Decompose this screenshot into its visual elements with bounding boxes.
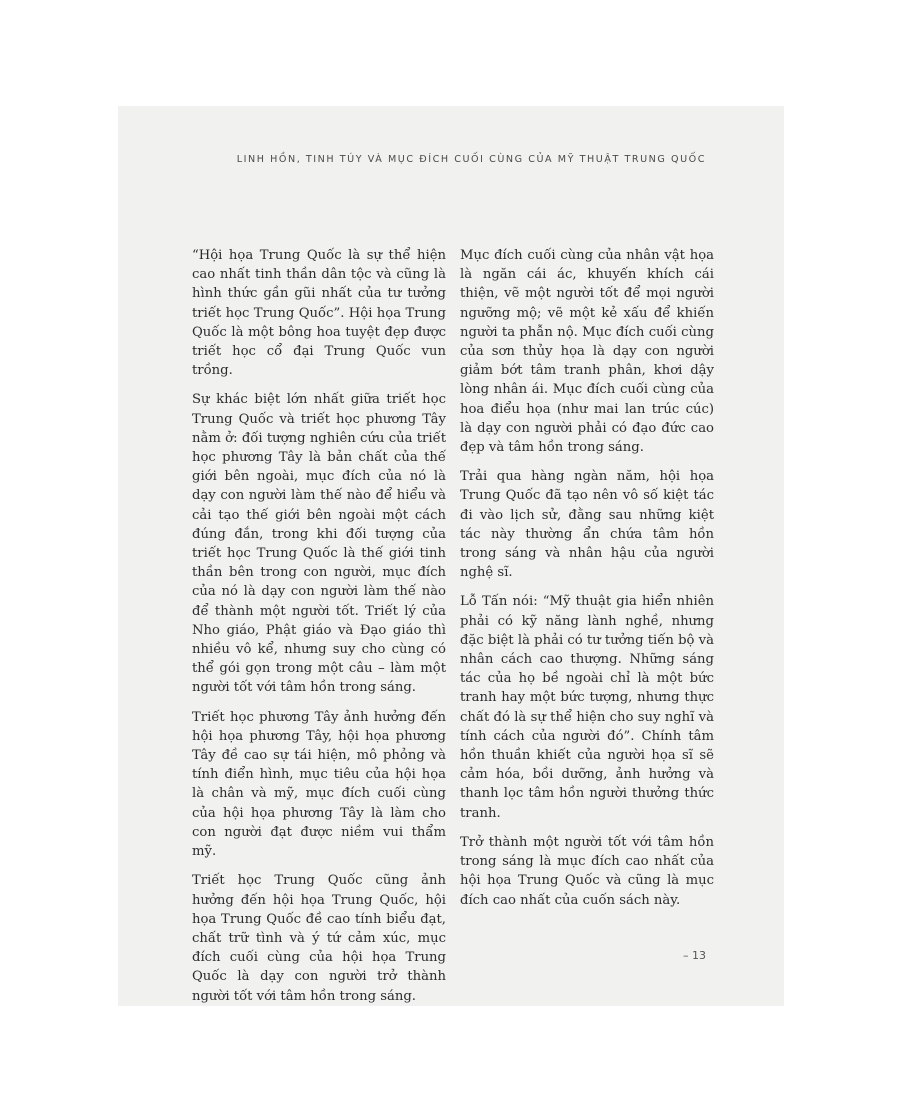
paragraph: Sự khác biệt lớn nhất giữa triết học Trung Quốc và triết học phương Tây nằm ở: đối tượng nghiên cứu của triết học phương Tây là bản chất của thế giới bên ngoài, mục đích của nó là dạy con người làm thế nào để hiểu và cải tạo thế giới bên ngoài một cách đúng đắn, trong khi đối tượng của triết học Trung Quốc là thế giới tinh thần bên trong con người, mục đích của nó là dạy con người làm thế nào để thành một người tốt. Triết lý của Nho giáo, Phật giáo và Đạo giáo thì nhiều vô kể, nhưng suy cho cùng có thể gói gọn trong một câu – làm một người tốt với tâm hồn trong sáng.: [192, 392, 446, 696]
running-header: LINH HỒN, TINH TÚY VÀ MỤC ĐÍCH CUỐI CÙNG CỦA MỸ THUẬT TRUNG QUỐC: [236, 154, 706, 165]
paragraph: Trở thành một người tốt với tâm hồn trong sáng là mục đích cao nhất của hội họa Trung Quốc và cũng là mục đích cao nhất của cuốn sách này.: [460, 834, 714, 908]
paragraph: Triết học phương Tây ảnh hưởng đến hội họa phương Tây, hội họa phương Tây đề cao sự tái hiện, mô phỏng và tính điển hình, mục tiêu của hội họa là chân và mỹ, mục đích cuối cùng của hội họa phương Tây là làm cho con người đạt được niềm vui thẩm mỹ.: [192, 709, 446, 860]
paragraph: Lỗ Tấn nói: “Mỹ thuật gia hiển nhiên phải có kỹ năng lành nghề, nhưng đặc biệt là phải có tư tưởng tiến bộ và nhân cách cao thượng. Những sáng tác của họ bề ngoài chỉ là một bức tranh hay một bức tượng, nhưng thực chất đó là sự thể hiện cho suy nghĩ và tính cách của người đó”. Chính tâm hồn thuần khiết của người họa sĩ sẽ cảm hóa, bồi dưỡng, ảnh hưởng và thanh lọc tâm hồn người thưởng thức tranh.: [460, 594, 714, 821]
page-number: – 13: [683, 949, 706, 962]
paragraph: Mục đích cuối cùng của nhân vật họa là ngăn cái ác, khuyến khích cái thiện, vẽ một người tốt để mọi người ngưỡng mộ; vẽ một kẻ xấu để khiến người ta phẫn nộ. Mục đích cuối cùng của sơn thủy họa là dạy con người giảm bớt tâm tranh phân, khơi dậy lòng nhân ái. Mục đích cuối cùng của hoa điểu họa (như mai lan trúc cúc) là dạy con người phải có đạo đức cao đẹp và tâm hồn trong sáng.: [460, 248, 714, 456]
paragraph: Triết học Trung Quốc cũng ảnh hưởng đến hội họa Trung Quốc, hội họa Trung Quốc đề cao tính biểu đạt, chất trữ tình và ý tứ cảm xúc, mục đích cuối cùng của hội họa Trung Quốc là dạy con người trở thành người tốt với tâm hồn trong sáng.: [192, 873, 446, 1004]
book-page: [118, 106, 784, 1006]
right-column: [460, 246, 714, 920]
paragraph: “Hội họa Trung Quốc là sự thể hiện cao nhất tinh thần dân tộc và cũng là hình thức gần gũi nhất của tư tưởng triết học Trung Quốc”. Hội họa Trung Quốc là một bông hoa tuyệt đẹp được triết học cổ đại Trung Quốc vun trồng.: [192, 248, 446, 379]
left-column: [192, 246, 446, 1016]
paragraph: Trải qua hàng ngàn năm, hội họa Trung Quốc đã tạo nên vô số kiệt tác đi vào lịch sử, đằng sau những kiệt tác này thường ẩn chứa tâm hồn trong sáng và nhân hậu của người nghệ sĩ.: [460, 469, 714, 581]
